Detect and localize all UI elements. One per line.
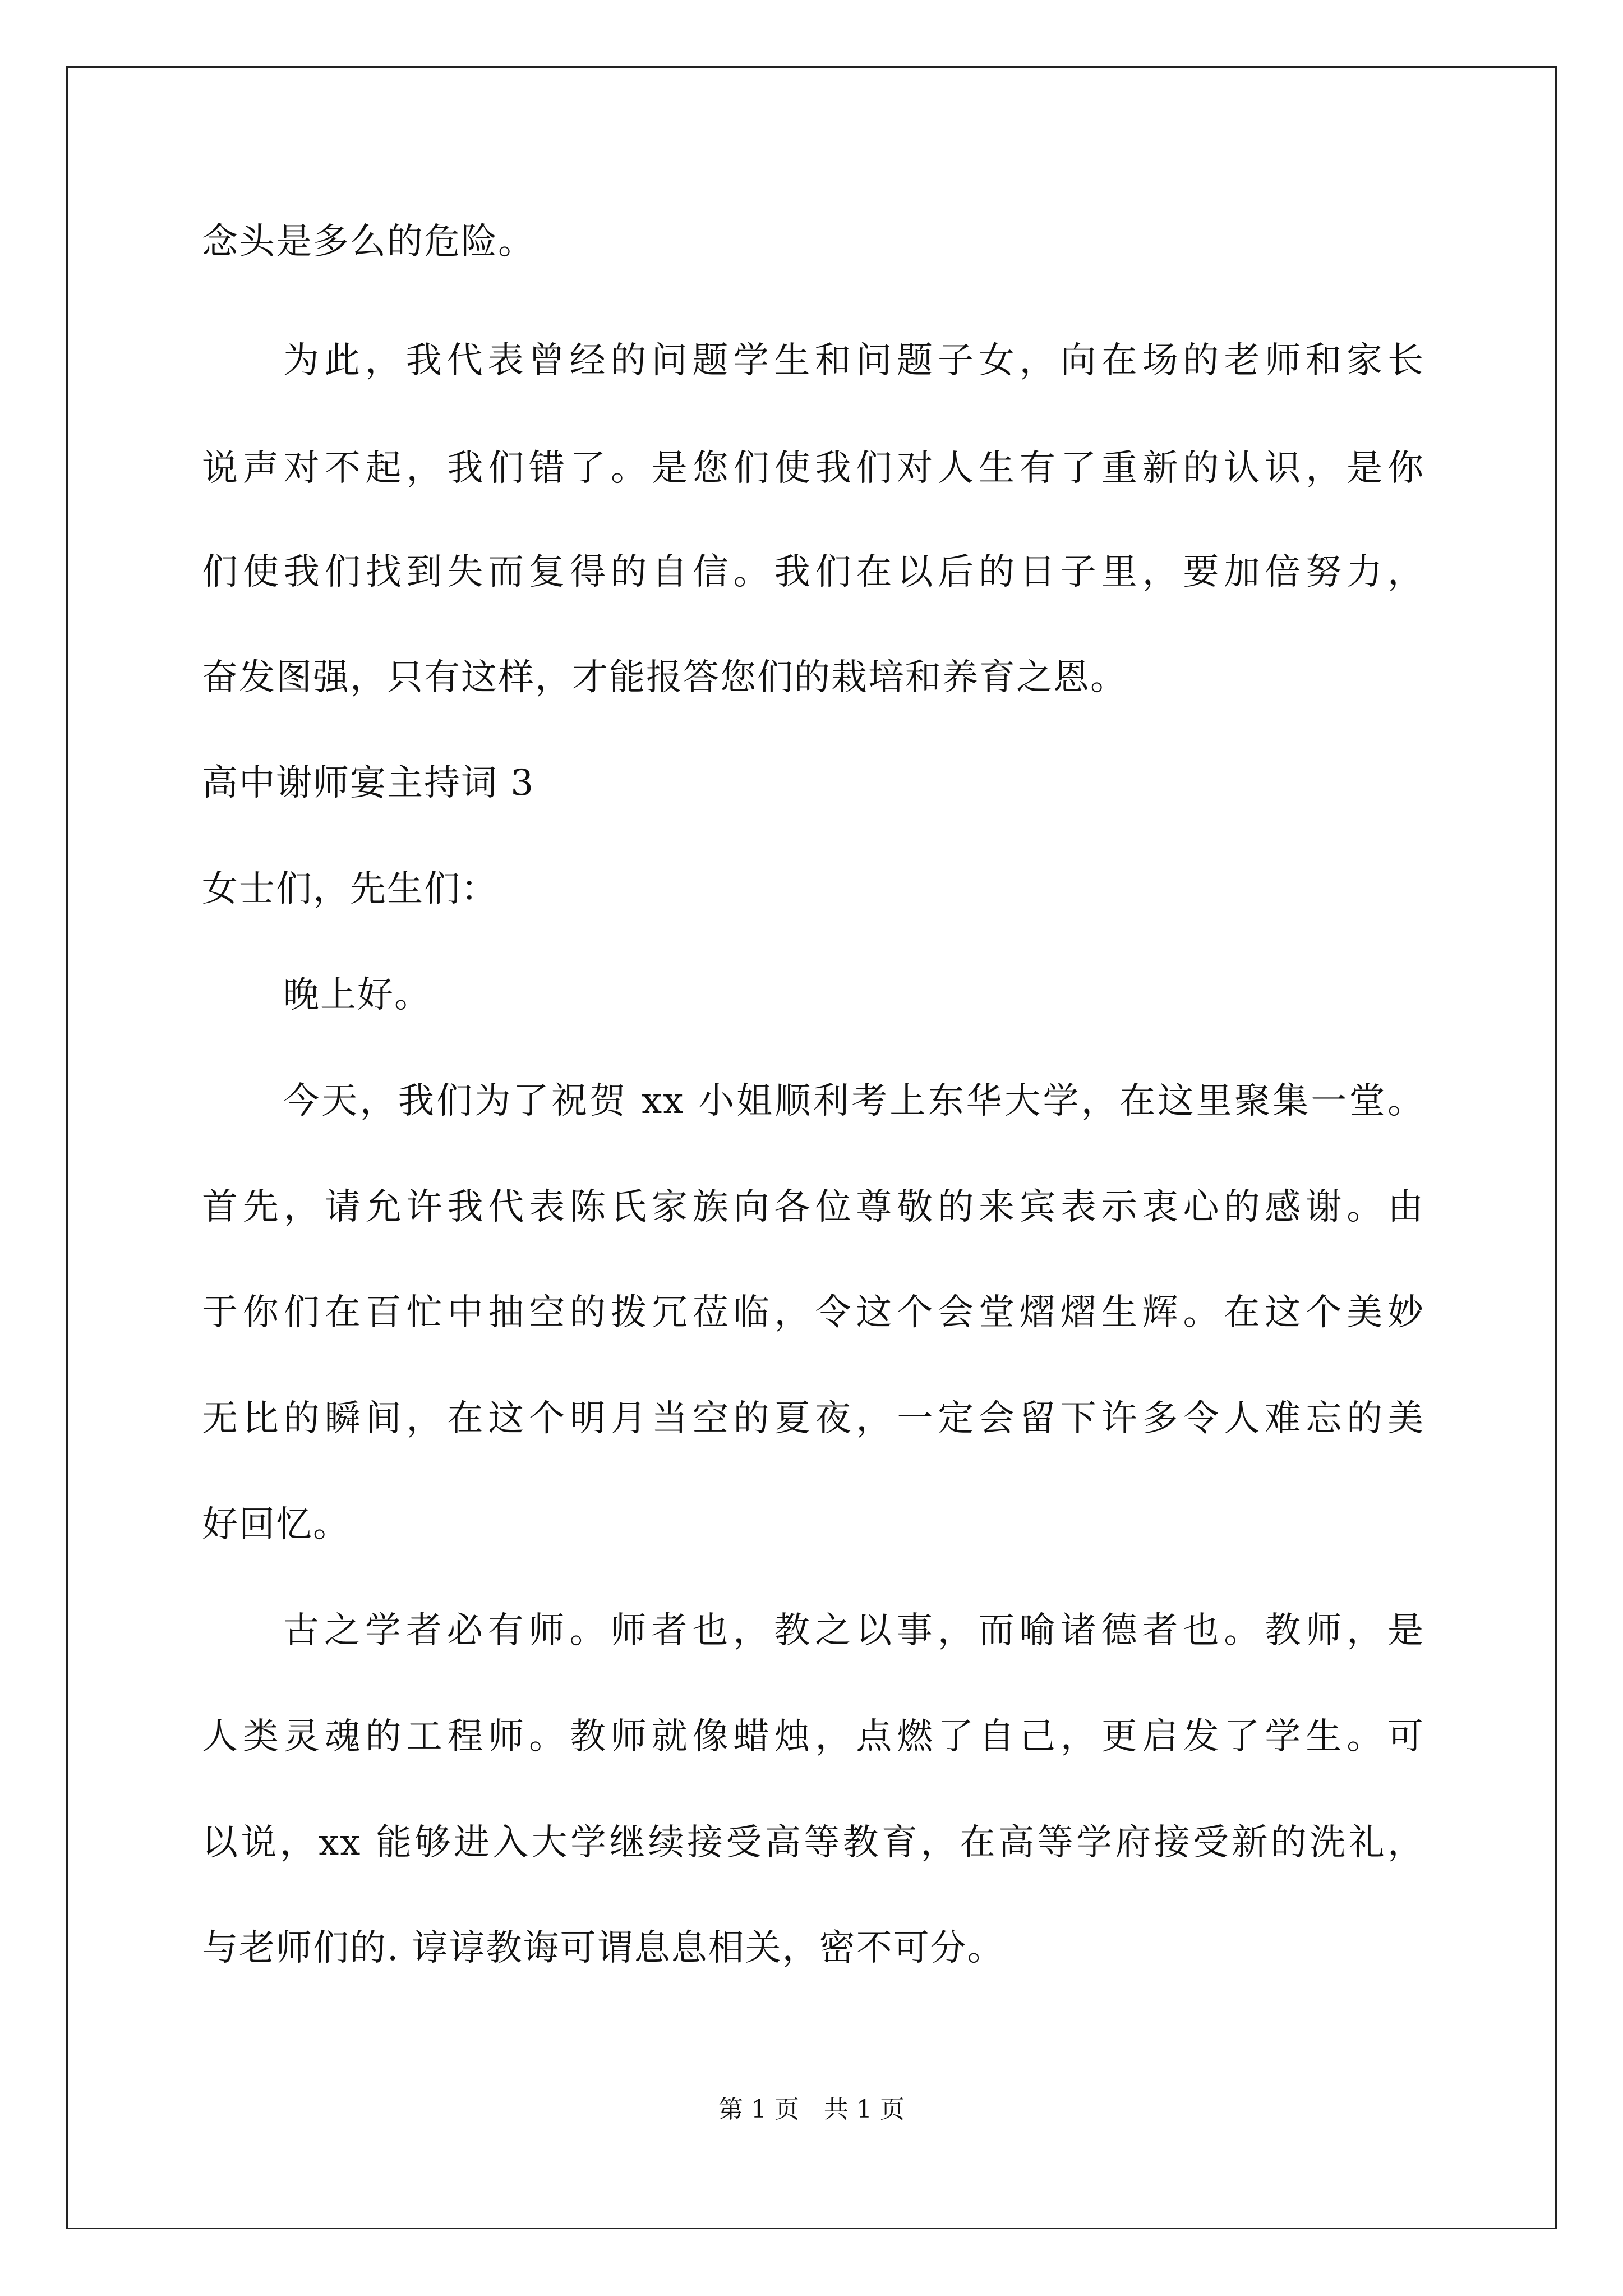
- paragraph-line: 说声对不起，我们错了。是您们使我们对人生有了重新的认识，是你: [202, 448, 1424, 489]
- paragraph-line: 今天，我们为了祝贺 xx 小姐顺利考上东华大学，在这里聚集一堂。: [283, 1080, 1424, 1122]
- paragraph-line: 于你们在百忙中抽空的拨冗莅临，令这个会堂熠熠生辉。在这个美妙: [202, 1292, 1424, 1333]
- paragraph-line: 古之学者必有师。师者也，教之以事，而喻诸德者也。教师，是: [283, 1610, 1424, 1651]
- paragraph-line: 们使我们找到失而复得的自信。我们在以后的日子里，要加倍努力，: [202, 551, 1424, 593]
- paragraph-line: 以说，xx 能够进入大学继续接受高等教育，在高等学府接受新的洗礼，: [202, 1822, 1424, 1864]
- paragraph-line: 与老师们的. 谆谆教诲可谓息息相关，密不可分。: [202, 1927, 1004, 1969]
- section-heading: 高中谢师宴主持词 3: [202, 762, 535, 804]
- paragraph-line: 无比的瞬间，在这个明月当空的夏夜，一定会留下许多令人难忘的美: [202, 1398, 1424, 1439]
- greeting: 晚上好。: [283, 974, 431, 1016]
- paragraph-line: 首先，请允许我代表陈氏家族向各位尊敬的来宾表示衷心的感谢。由: [202, 1186, 1424, 1228]
- page-number-footer: 第 1 页 共 1 页: [718, 2095, 905, 2124]
- page-border: [66, 66, 1557, 2229]
- salutation: 女士们，先生们：: [202, 868, 498, 910]
- paragraph-line: 为此，我代表曾经的问题学生和问题子女，向在场的老师和家长: [283, 340, 1424, 381]
- paragraph-line: 人类灵魂的工程师。教师就像蜡烛，点燃了自己，更启发了学生。可: [202, 1716, 1424, 1757]
- paragraph-line: 念头是多么的危险。: [202, 221, 535, 263]
- paragraph-line: 好回忆。: [202, 1504, 350, 1545]
- paragraph-line: 奋发图强，只有这样，才能报答您们的栽培和养育之恩。: [202, 657, 1127, 698]
